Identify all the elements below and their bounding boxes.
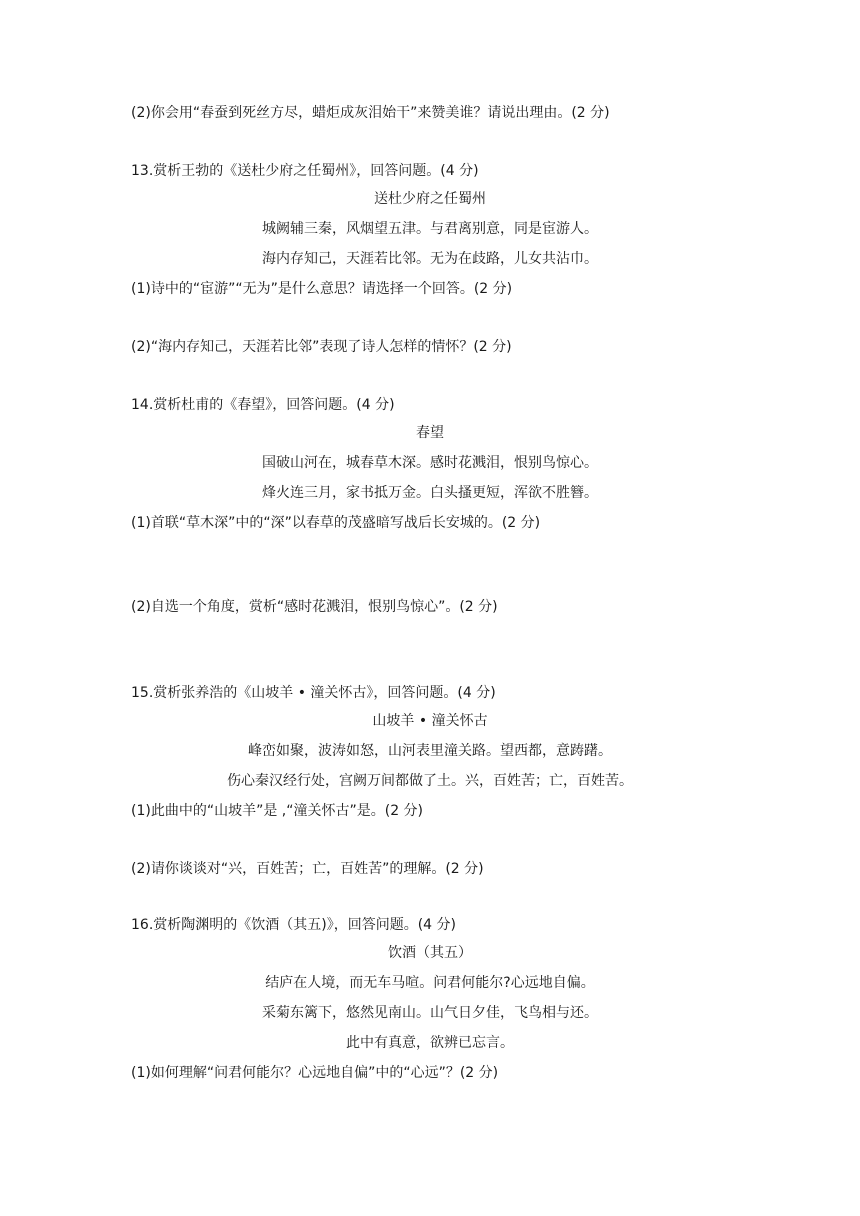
question-line: (2)请你谈谈对“兴，百姓苦；亡，百姓苦”的理解。(2 分) <box>131 861 484 877</box>
poem-line: 此中有真意，欲辨已忘言。 <box>346 1035 514 1051</box>
poem-line: 城阙辅三秦，风烟望五津。与君离别意，同是宦游人。 <box>262 221 598 237</box>
question-line: (1)此曲中的“山坡羊”是 ,“潼关怀古”是。(2 分) <box>131 803 424 819</box>
poem-line: 采菊东篱下，悠然见南山。山气日夕佳，飞鸟相与还。 <box>262 1005 598 1021</box>
question-line: 14.赏析杜甫的《春望》，回答问题。(4 分) <box>131 397 395 413</box>
question-line: 16.赏析陶渊明的《饮酒（其五)》，回答问题。(4 分) <box>131 917 457 933</box>
poem-line: 烽火连三月，家书抵万金。白头搔更短，浑欲不胜簪。 <box>262 485 598 501</box>
poem-line: 海内存知己，天涯若比邻。无为在歧路，儿女共沾巾。 <box>262 251 598 267</box>
question-line: (1)诗中的“宦游”“无为”是什么意思？请选择一个回答。(2 分) <box>131 281 513 297</box>
question-line: 15.赏析张养浩的《山坡羊 • 潼关怀古》，回答问题。(4 分) <box>131 685 496 701</box>
poem-line: 伤心秦汉经行处，宫阙万间都做了土。兴，百姓苦；亡，百姓苦。 <box>227 773 633 789</box>
poem-line: 山坡羊 • 潼关怀古 <box>372 713 488 729</box>
question-line: (2)自选一个角度，赏析“感时花溅泪，恨别鸟惊心”。(2 分) <box>131 599 498 615</box>
poem-line: 峰峦如聚，波涛如怒，山河表里潼关路。望西都，意踌躇。 <box>248 743 612 759</box>
question-line: (1)首联“草木深”中的“深”以春草的茂盛暗写战后长安城的。(2 分) <box>131 515 541 531</box>
poem-line: 春望 <box>416 425 444 441</box>
question-line: (2)你会用“春蚕到死丝方尽，蜡炬成灰泪始干”来赞美谁？请说出理由。(2 分) <box>131 105 610 121</box>
question-line: 13.赏析王勃的《送杜少府之任蜀州》，回答问题。(4 分) <box>131 163 479 179</box>
poem-line: 国破山河在，城春草木深。感时花溅泪，恨别鸟惊心。 <box>262 455 598 471</box>
poem-line: 结庐在人境，而无车马喧。问君何能尔?心远地自偏。 <box>265 975 595 991</box>
question-line: (1)如何理解“问君何能尔？心远地自偏”中的“心远”？(2 分) <box>131 1065 499 1081</box>
poem-line: 饮酒（其五） <box>388 945 472 961</box>
question-line: (2)“海内存知己，天涯若比邻”表现了诗人怎样的情怀？(2 分) <box>131 339 512 355</box>
poem-line: 送杜少府之任蜀州 <box>374 191 486 207</box>
